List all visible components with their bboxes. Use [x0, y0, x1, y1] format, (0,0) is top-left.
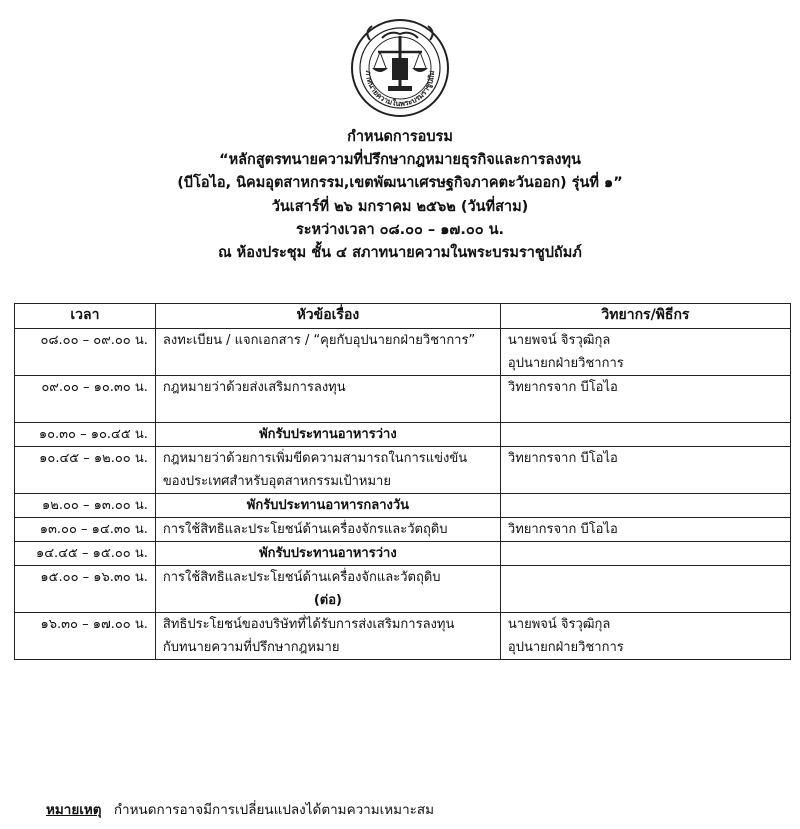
table-row-break — [15, 494, 791, 518]
table-row-break — [15, 423, 791, 447]
row-topic: ลงทะเบียน / แจกเอกสาร / “คุยกับอุปนายกฝ่ายวิชาการ” — [155, 329, 500, 376]
row-time: ๑๓.๐๐ – ๑๔.๓๐ น. — [15, 518, 156, 542]
row-speaker: วิทยากรจาก บีโอไอ — [500, 447, 790, 494]
header-course: “หลักสูตรทนายความที่ปรึกษากฎหมายธุรกิจและการลงทุน — [219, 152, 581, 169]
row-time: ๑๖.๓๐ – ๑๗.๐๐ น. — [15, 613, 156, 660]
row-topic: กฎหมายว่าด้วยส่งเสริมการลงทุน — [155, 376, 500, 423]
row-speaker — [500, 542, 790, 566]
table-row — [15, 518, 791, 542]
table-row — [15, 447, 791, 494]
row-topic: การใช้สิทธิและประโยชน์ด้านเครื่องจักและวัตถุดิบ (ต่อ) — [155, 566, 500, 613]
table-row-break — [15, 542, 791, 566]
row-speaker: วิทยากรจาก บีโอไอ — [500, 376, 790, 423]
header-title: กำหนดการอบรม — [347, 129, 453, 145]
row-speaker — [500, 494, 790, 518]
header-speaker-col: วิทยากร/พิธีกร — [500, 304, 790, 329]
row-time: ๐๙.๐๐ – ๑๐.๓๐ น. — [15, 376, 156, 423]
row-topic: กฎหมายว่าด้วยการเพิ่มขีดความสามารถในการแข่งขัน ของประเทศสำหรับอุตสาหกรรมเป้าหมาย — [155, 447, 500, 494]
row-speaker: นายพจน์ จิรวุฒิกุล อุปนายกฝ่ายวิชาการ — [500, 329, 790, 376]
table-row — [15, 566, 791, 613]
row-speaker: วิทยากรจาก บีโอไอ — [500, 518, 790, 542]
row-time: ๑๔.๔๕ – ๑๕.๐๐ น. — [15, 542, 156, 566]
row-topic: สิทธิประโยชน์ของบริษัทที่ได้รับการส่งเสริมการลงทุน กับทนายความที่ปรึกษากฎหมาย — [155, 613, 500, 660]
svg-text:สภาทนายความในพระบรมราชูปถัมภ์: ภาทนายความในพระบรมราชูปถัม — [363, 70, 437, 109]
schedule-table — [14, 303, 791, 660]
row-speaker — [500, 566, 790, 613]
header-time: ระหว่างเวลา ๐๘.๐๐ – ๑๗.๐๐ น. — [295, 221, 505, 238]
row-break-label: พักรับประทานอาหารว่าง — [155, 542, 500, 566]
header-time-col: เวลา — [15, 304, 156, 329]
row-time: ๑๒.๐๐ – ๑๓.๐๐ น. — [15, 494, 156, 518]
header-date: วันเสาร์ที่ ๒๖ มกราคม ๒๕๖๒ (วันที่สาม) — [271, 198, 529, 215]
table-row — [15, 329, 791, 376]
row-speaker: นายพจน์ จิรวุฒิกุล อุปนายกฝ่ายวิชาการ — [500, 613, 790, 660]
header-course-detail: (บีโอไอ, นิคมอุตสาหกรรม,เขตพัฒนาเศรษฐกิจภาคตะวันออก) รุ่นที่ ๑” — [177, 175, 623, 192]
table-row — [15, 613, 791, 660]
table-header-row — [15, 304, 791, 329]
row-time: ๐๘.๐๐ – ๐๙.๐๐ น. — [15, 329, 156, 376]
row-time: ๑๐.๔๕ – ๑๒.๐๐ น. — [15, 447, 156, 494]
row-time: ๑๕.๐๐ – ๑๖.๓๐ น. — [15, 566, 156, 613]
footnote — [46, 798, 434, 820]
row-topic: การใช้สิทธิและประโยชน์ด้านเครื่องจักรและวัตถุดิบ — [155, 518, 500, 542]
footnote-label: หมายเหตุ — [46, 802, 102, 818]
table-row — [15, 376, 791, 423]
row-time: ๑๐.๓๐ – ๑๐.๔๕ น. — [15, 423, 156, 447]
lawyers-council-seal — [350, 18, 450, 118]
row-speaker — [500, 423, 790, 447]
row-break-label: พักรับประทานอาหารว่าง — [155, 423, 500, 447]
row-break-label: พักรับประทานอาหารกลางวัน — [155, 494, 500, 518]
footnote-text: กำหนดการอาจมีการเปลี่ยนแปลงได้ตามความเหมาะสม — [113, 802, 435, 818]
header-topic-col: หัวข้อเรื่อง — [155, 304, 500, 329]
header-venue: ณ ห้องประชุม ชั้น ๔ สภาทนายความในพระบรมราชูปถัมภ์ — [218, 245, 582, 262]
document-header — [0, 126, 800, 265]
